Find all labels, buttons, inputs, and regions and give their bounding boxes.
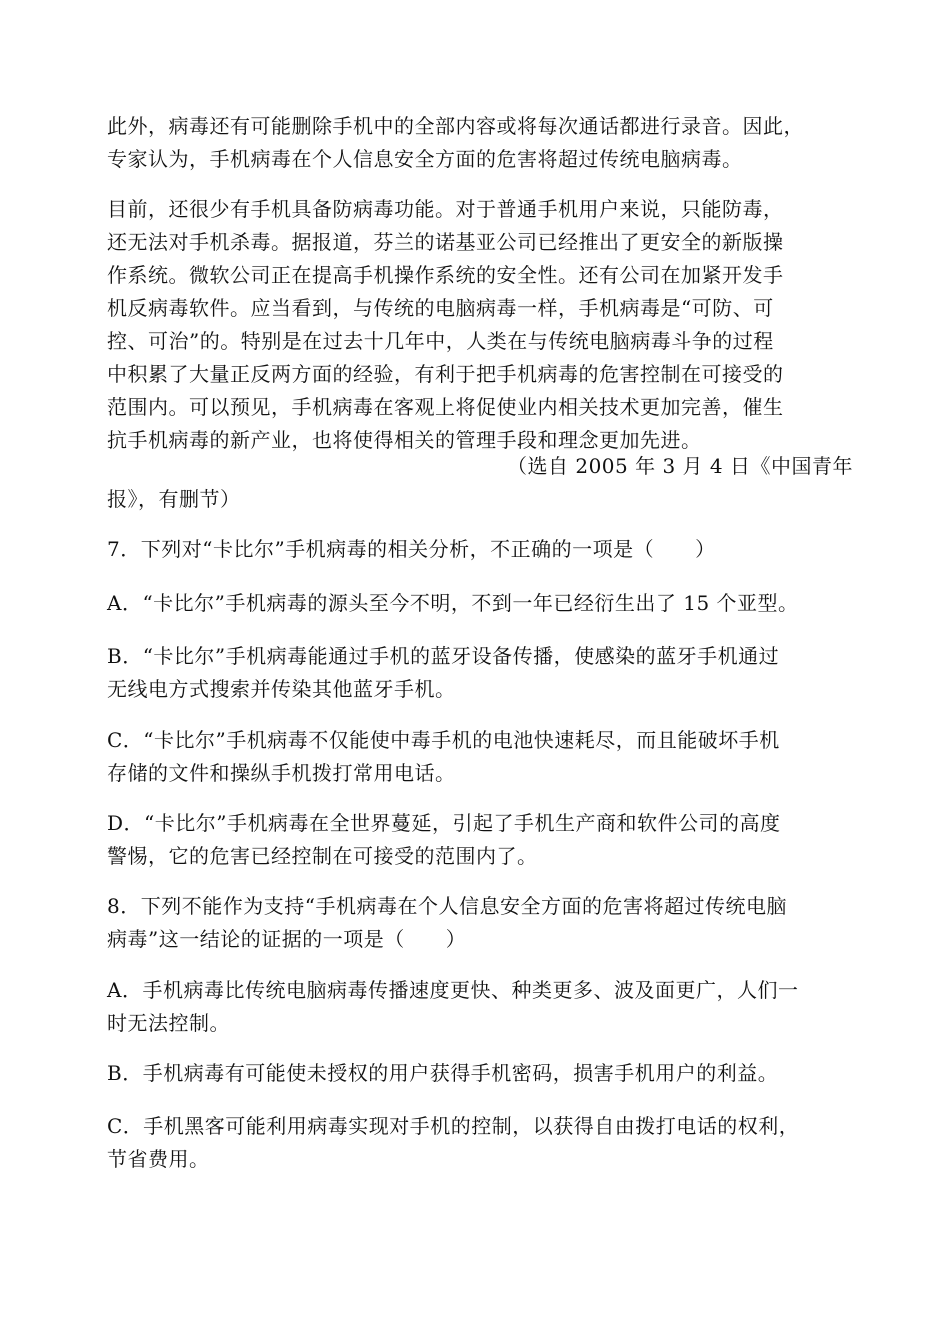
text-line: 作系统。微软公司正在提高手机操作系统的安全性。还有公司在加紧开发手 <box>107 263 784 287</box>
text-line: 机反病毒软件。应当看到，与传统的电脑病毒一样，手机病毒是“可防、可 <box>107 296 774 320</box>
text-line: 中积累了大量正反两方面的经验，有利于把手机病毒的危害控制在可接受的 <box>107 362 784 386</box>
text-line: 病毒”这一结论的证据的一项是（ ） <box>107 927 467 951</box>
question-8-option-a <box>107 974 849 1040</box>
text-line: B．手机病毒有可能使未授权的用户获得手机密码，损害手机用户的利益。 <box>107 1061 779 1085</box>
text-line: 抗手机病毒的新产业，也将使得相关的管理手段和理念更加先进。 <box>107 428 702 452</box>
text-line: A．“卡比尔”手机病毒的源头至今不明，不到一年已经衍生出了 15 个亚型。 <box>107 591 799 615</box>
text-line: 无线电方式搜索并传染其他蓝牙手机。 <box>107 677 456 701</box>
text-line: 节省费用。 <box>107 1147 210 1171</box>
text-line: D．“卡比尔”手机病毒在全世界蔓延，引起了手机生产商和软件公司的高度 <box>107 811 781 835</box>
text-line: C．手机黑客可能利用病毒实现对手机的控制，以获得自由拨打电话的权利， <box>107 1114 800 1138</box>
text-line: 专家认为，手机病毒在个人信息安全方面的危害将超过传统电脑病毒。 <box>107 147 743 171</box>
question-7-option-b <box>107 640 849 706</box>
paragraph-antivirus-status <box>107 193 849 457</box>
question-7-stem <box>107 533 849 566</box>
text-line: （选自 2005 年 3 月 4 日《中国青年 <box>507 454 853 478</box>
question-8-option-c <box>107 1110 849 1176</box>
text-line: 8．下列不能作为支持“手机病毒在个人信息安全方面的危害将超过传统电脑 <box>107 894 787 918</box>
text-line: B．“卡比尔”手机病毒能通过手机的蓝牙设备传播，使感染的蓝牙手机通过 <box>107 644 780 668</box>
question-7-option-a <box>107 587 849 620</box>
question-7-option-d <box>107 807 849 873</box>
text-line: 范围内。可以预见，手机病毒在客观上将促使业内相关技术更加完善，催生 <box>107 395 784 419</box>
text-line: 此外，病毒还有可能删除手机中的全部内容或将每次通话都进行录音。因此， <box>107 114 804 138</box>
text-line: C．“卡比尔”手机病毒不仅能使中毒手机的电池快速耗尽，而且能破坏手机 <box>107 728 780 752</box>
question-7-option-c <box>107 724 849 790</box>
text-line: 时无法控制。 <box>107 1011 230 1035</box>
text-line: A．手机病毒比传统电脑病毒传播速度更快、种类更多、波及面更广，人们一 <box>107 978 799 1002</box>
text-line: 报》，有删节） <box>107 487 241 511</box>
text-line: 存储的文件和操纵手机拨打常用电话。 <box>107 761 456 785</box>
text-line: 还无法对手机杀毒。据报道，芬兰的诺基亚公司已经推出了更安全的新版操 <box>107 230 784 254</box>
question-8-option-b <box>107 1057 849 1090</box>
text-line: 警惕，它的危害已经控制在可接受的范围内了。 <box>107 844 538 868</box>
question-8-stem <box>107 890 849 956</box>
paragraph-virus-risks <box>107 110 849 176</box>
text-line: 目前，还很少有手机具备防病毒功能。对于普通手机用户来说，只能防毒， <box>107 197 784 221</box>
text-line: 7．下列对“卡比尔”手机病毒的相关分析，不正确的一项是（ ） <box>107 537 716 561</box>
text-line: 控、可治”的。特别是在过去十几年中，人类在与传统电脑病毒斗争的过程 <box>107 329 774 353</box>
source-citation <box>107 450 853 516</box>
